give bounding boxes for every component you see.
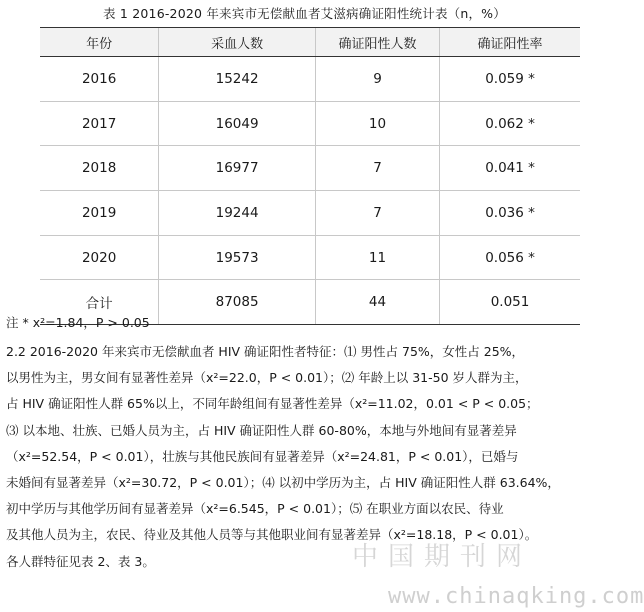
paragraph-line: （x²=52.54，P < 0.01），壮族与其他民族间有显著差异（x²=24.81，P < 0.01），已婚与 (6, 448, 519, 464)
cell-positive-rate: 0.056 * (440, 235, 580, 280)
paragraph-line: 未婚间有显著差异（x²=30.72，P < 0.01）；⑷ 以初中学历为主，占 HIV 确证阳性人群 63.64%， (6, 475, 560, 491)
cell-year: 2019 (40, 191, 159, 236)
cell-positive-rate: 0.036 * (440, 191, 580, 236)
paragraph-line: ⑶ 以本地、壮族、已婚人员为主，占 HIV 确证阳性人群 60-80%，本地与外地间有显著差异 (6, 422, 517, 438)
cell-positive-count: 9 (315, 57, 439, 102)
header-positive-count: 确证阳性人数 (315, 28, 439, 57)
cell-positive-rate: 0.051 (440, 280, 580, 325)
paragraph-line: 占 HIV 确证阳性人群 65%以上，不同年龄组间有显著性差异（x²=11.02，0.01 < P < 0.05； (6, 396, 539, 412)
table-row (40, 191, 580, 236)
cell-collected: 87085 (159, 280, 316, 325)
cell-collected: 16977 (159, 146, 316, 191)
table-row (40, 57, 580, 102)
cell-positive-count: 11 (315, 235, 439, 280)
paragraph-line: 2.2 2016-2020 年来宾市无偿献血者 HIV 确证阳性者特征：⑴ 男性占 75%，女性占 25%， (6, 344, 525, 359)
paragraph-line: 以男性为主，男女间有显著性差异（x²=22.0，P < 0.01）；⑵ 年龄上以 31-50 岁人群为主， (6, 370, 528, 386)
table-row (40, 235, 580, 280)
table-row (40, 101, 580, 146)
header-positive-rate: 确证阳性率 (440, 28, 580, 57)
statistics-table (40, 27, 580, 325)
table-header-row (40, 28, 580, 57)
paragraph-line: 初中学历与其他学历间有显著差异（x²=6.545，P < 0.01）；⑸ 在职业方面以农民、待业 (6, 501, 504, 517)
cell-positive-rate: 0.062 * (440, 101, 580, 146)
cell-collected: 19244 (159, 191, 316, 236)
cell-year: 2016 (40, 57, 159, 102)
cell-collected: 16049 (159, 101, 316, 146)
table-note: 注 * x²=1.84，P > 0.05 (6, 315, 150, 330)
header-collected: 采血人数 (159, 28, 316, 57)
cell-year: 2018 (40, 146, 159, 191)
cell-positive-count: 44 (315, 280, 439, 325)
cell-positive-rate: 0.059 * (440, 57, 580, 102)
watermark-logo-text: 中国期刊网 (352, 542, 533, 572)
cell-positive-count: 7 (315, 191, 439, 236)
cell-year: 2017 (40, 101, 159, 146)
cell-collected: 19573 (159, 235, 316, 280)
table-caption: 表 1 2016-2020 年来宾市无偿献血者艾滋病确证阳性统计表（n，%） (103, 6, 506, 21)
cell-positive-rate: 0.041 * (440, 146, 580, 191)
cell-positive-count: 7 (315, 146, 439, 191)
cell-positive-count: 10 (315, 101, 439, 146)
cell-collected: 15242 (159, 57, 316, 102)
body-paragraph (6, 339, 606, 575)
table-row (40, 146, 580, 191)
watermark-url: www.chinaqking.com (388, 584, 644, 609)
paragraph-line: 及其他人员为主，农民、待业及其他人员等与其他职业间有显著差异（x²=18.18，P < 0.01）。 (6, 527, 538, 543)
cell-year: 2020 (40, 235, 159, 280)
header-year: 年份 (40, 28, 159, 57)
paragraph-line: 各人群特征见表 2、表 3。 (6, 553, 155, 569)
cell-year: 合计 (40, 280, 159, 325)
